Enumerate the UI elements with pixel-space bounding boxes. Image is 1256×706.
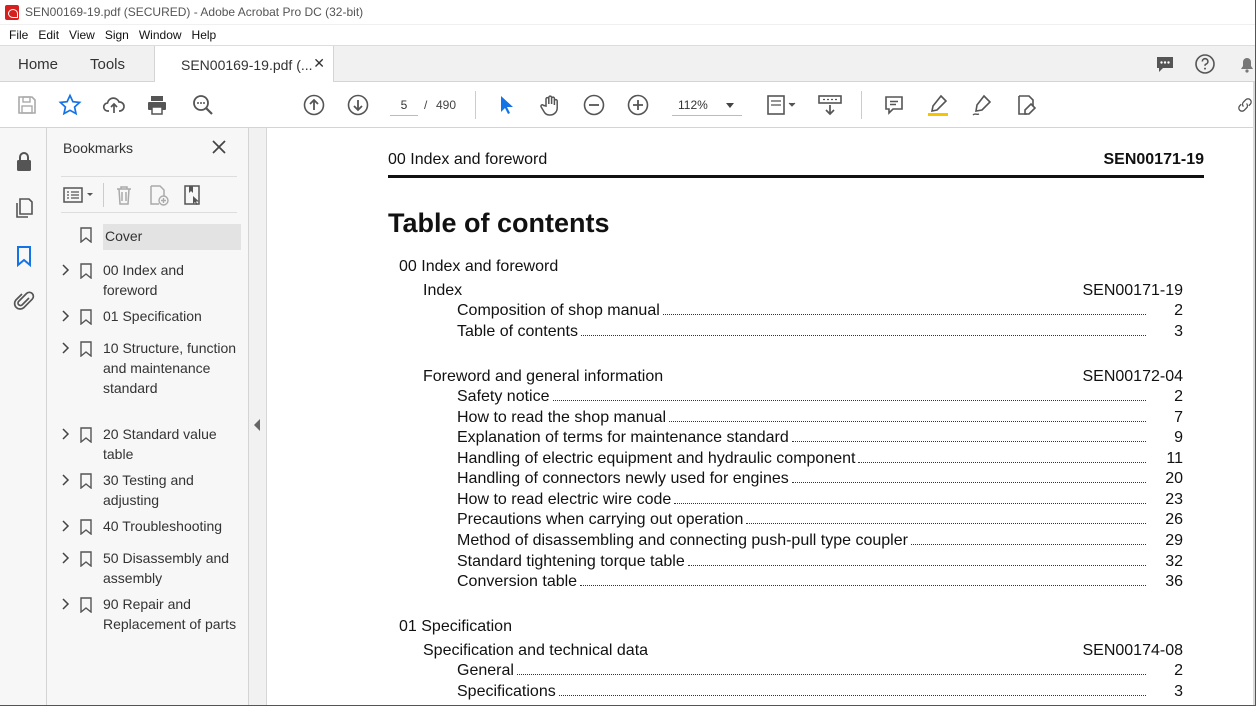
toc-entry-page: 29 [1165, 532, 1183, 549]
toc-leader [746, 510, 1146, 524]
tab-bar [0, 45, 1256, 82]
toc-leader [663, 301, 1146, 315]
toc-section-heading: 00 Index and foreword [399, 258, 559, 275]
hand-tool-icon[interactable] [537, 92, 563, 118]
toc-entry-page: 2 [1174, 302, 1183, 319]
bookmark-label: 50 Disassembly and assembly [103, 550, 230, 586]
bookmarks-panel [47, 128, 249, 706]
new-bookmark-icon[interactable] [145, 183, 171, 207]
close-icon[interactable] [211, 139, 227, 155]
toc-entry-page: 7 [1174, 409, 1183, 426]
toc-leader [517, 661, 1146, 675]
bookmark-label: 90 Repair and Replacement of parts [103, 596, 237, 632]
toc-entry[interactable] [457, 301, 1183, 321]
window-title: SEN00169-19.pdf (SECURED) - Adobe Acrobat Pro DC (32-bit) [25, 5, 364, 19]
comment-bubble-icon[interactable] [1154, 53, 1176, 75]
chevron-down-icon [726, 103, 734, 108]
navigation-rail [0, 128, 47, 706]
save-icon[interactable] [14, 92, 40, 118]
toc-leader [688, 552, 1146, 566]
select-cursor-icon[interactable] [493, 92, 519, 118]
toc-entry-title: General [457, 662, 514, 679]
toc-entry-page: 2 [1174, 662, 1183, 679]
bookmark-50-disassembly[interactable] [61, 548, 243, 592]
toc-entry[interactable] [457, 552, 1183, 572]
print-icon[interactable] [144, 92, 170, 118]
toc-entry[interactable] [457, 408, 1183, 428]
bookmark-10-structure[interactable] [61, 338, 243, 422]
menu-view[interactable]: View [69, 28, 95, 42]
zoom-level-value: 112% [678, 97, 708, 112]
toc-group-name: Foreword and general information [423, 368, 664, 385]
bookmarks-toolbar [61, 176, 237, 213]
toc-entry-title: How to read electric wire code [457, 491, 672, 508]
page-number-input[interactable] [390, 94, 418, 116]
upload-cloud-icon[interactable] [101, 92, 127, 118]
bookmark-01-specification[interactable] [61, 306, 243, 330]
bookmark-icon [80, 227, 92, 243]
menu-help[interactable]: Help [191, 28, 217, 42]
bookmark-label: 20 Standard value table [103, 426, 217, 462]
bookmark-icon [80, 263, 92, 279]
attachment-paperclip-icon[interactable] [12, 289, 36, 313]
toc-entry[interactable] [457, 322, 1183, 342]
highlight-pen-icon[interactable] [925, 92, 951, 118]
chevron-right-icon[interactable] [61, 342, 71, 354]
header-rule [388, 175, 1204, 178]
toc-entry-title: Standard tightening torque table [457, 553, 685, 570]
link-icon[interactable] [1236, 92, 1254, 118]
tab-home[interactable]: Home [18, 55, 59, 73]
bookmark-label: 30 Testing and adjusting [103, 472, 194, 508]
bookmark-icon [80, 597, 92, 613]
delete-bookmark-icon[interactable] [111, 183, 137, 207]
notification-bell-icon[interactable] [1236, 53, 1256, 75]
bookmark-30-testing[interactable] [61, 470, 243, 514]
toc-entry-title: Handling of electric equipment and hydraulic component [457, 450, 856, 467]
toc-group-name: Specification and technical data [423, 642, 649, 659]
bookmark-icon [80, 341, 92, 357]
toc-entry[interactable] [457, 572, 1183, 592]
toc-leader [553, 387, 1147, 401]
toc-entry-title: How to read the shop manual [457, 409, 667, 426]
main-toolbar [0, 82, 1256, 128]
tab-document[interactable] [154, 46, 334, 83]
page-thumbnails-icon[interactable] [12, 196, 36, 220]
toc-leader [669, 408, 1146, 422]
bookmark-20-standard-value[interactable] [61, 424, 243, 468]
zoom-in-icon[interactable] [625, 92, 651, 118]
toc-entry-page: 9 [1174, 429, 1183, 446]
toc-entry-page: 23 [1165, 491, 1183, 508]
comment-icon[interactable] [881, 92, 907, 118]
bookmark-cover[interactable] [61, 224, 243, 252]
page-header-section: 00 Index and foreword [388, 151, 548, 168]
toc-entry[interactable] [457, 531, 1183, 551]
previous-page-icon[interactable] [301, 92, 327, 118]
search-zoom-icon[interactable] [190, 92, 216, 118]
toc-entry-page: 11 [1166, 450, 1183, 467]
sign-pen-icon[interactable] [969, 92, 995, 118]
page-fit-icon[interactable] [764, 92, 800, 118]
toc-entry[interactable] [457, 387, 1183, 407]
bookmark-icon [80, 427, 92, 443]
menu-bar [0, 25, 1256, 45]
bookmark-icon [80, 473, 92, 489]
toolbar-divider [103, 183, 104, 207]
menu-edit[interactable]: Edit [38, 28, 60, 42]
panel-collapse-handle[interactable] [249, 128, 267, 706]
toc-leader [581, 322, 1146, 336]
toc-entry-page: 3 [1174, 683, 1183, 700]
menu-window[interactable]: Window [138, 28, 182, 42]
page-total: 490 [436, 98, 457, 112]
toc-entry[interactable] [457, 510, 1183, 530]
toc-entry-page: 32 [1165, 553, 1183, 570]
bookmark-options-icon[interactable] [61, 183, 97, 207]
toc-leader [580, 572, 1146, 586]
bookmark-label: 40 Troubleshooting [103, 518, 223, 534]
page-separator: / [424, 98, 428, 112]
chevron-right-icon[interactable] [61, 428, 71, 440]
toc-leader [792, 428, 1146, 442]
toc-entry-title: Precautions when carrying out operation [457, 511, 744, 528]
toc-entry-title: Explanation of terms for maintenance standard [457, 429, 789, 446]
toc-leader [674, 490, 1146, 504]
document-view[interactable] [268, 128, 1253, 706]
tab-document-label: SEN00169-19.pdf (... [181, 56, 313, 73]
toc-group-code: SEN00172-04 [1082, 368, 1183, 385]
toolbar-divider [861, 91, 862, 119]
acrobat-app-icon [5, 5, 19, 20]
help-icon[interactable] [1194, 53, 1216, 75]
toc-entry-title: Handling of connectors newly used for engines [457, 470, 789, 487]
toc-section-heading: 01 Specification [399, 618, 512, 635]
bookmark-40-troubleshooting[interactable] [61, 516, 243, 540]
bookmarks-panel-icon[interactable] [12, 244, 36, 268]
collapse-arrow-icon [254, 419, 260, 431]
toc-entry-title: Method of disassembling and connecting push-pull type coupler [457, 532, 908, 549]
toc-leader [559, 682, 1146, 696]
page-header-code: SEN00171-19 [1103, 151, 1204, 168]
bookmark-from-selection-icon[interactable] [179, 183, 205, 207]
toc-entry-title: Composition of shop manual [457, 302, 660, 319]
star-bookmark-icon[interactable] [57, 92, 83, 118]
menu-sign[interactable]: Sign [104, 28, 129, 42]
toc-entry[interactable] [457, 490, 1183, 510]
window-title-bar [0, 0, 1256, 25]
toc-entry-page: 2 [1174, 388, 1183, 405]
toc-entry[interactable] [457, 661, 1183, 681]
close-icon[interactable]: ✕ [313, 55, 325, 71]
toc-leader [792, 469, 1146, 483]
bookmark-icon [80, 551, 92, 567]
menu-file[interactable]: File [9, 28, 29, 42]
toc-entry-page: 26 [1165, 511, 1183, 528]
tab-tools[interactable]: Tools [90, 55, 126, 73]
zoom-out-icon[interactable] [581, 92, 607, 118]
toolbar-divider [475, 91, 476, 119]
toc-group-code: SEN00174-08 [1082, 642, 1183, 659]
chevron-right-icon[interactable] [61, 474, 71, 486]
next-page-icon[interactable] [345, 92, 371, 118]
toc-title: Table of contents [388, 208, 610, 238]
bookmark-label: 01 Specification [103, 308, 202, 324]
toc-entry[interactable] [457, 469, 1183, 489]
toc-group-code: SEN00171-19 [1082, 282, 1183, 299]
toc-entry-title: Conversion table [457, 573, 578, 590]
chevron-right-icon[interactable] [61, 520, 71, 532]
chevron-right-icon[interactable] [61, 264, 71, 276]
chevron-right-icon[interactable] [61, 552, 71, 564]
bookmark-label: 00 Index and foreword [103, 262, 184, 298]
bookmark-label: 10 Structure, function and maintenance standard [103, 340, 237, 396]
zoom-level-select[interactable] [672, 94, 742, 116]
toc-entry-page: 20 [1165, 470, 1183, 487]
chevron-right-icon[interactable] [61, 310, 71, 322]
toc-group-name: Index [423, 282, 463, 299]
bookmark-icon [80, 519, 92, 535]
toc-entry-title: Specifications [457, 683, 556, 700]
bookmark-90-repair[interactable] [61, 594, 243, 658]
toc-entry[interactable] [457, 682, 1183, 702]
toc-entry[interactable] [457, 449, 1183, 469]
toc-entry-title: Safety notice [457, 388, 550, 405]
scroll-mode-icon[interactable] [815, 92, 845, 118]
bookmark-icon [80, 309, 92, 325]
toc-entry-page: 36 [1165, 573, 1183, 590]
bookmarks-panel-title: Bookmarks [63, 140, 134, 156]
bookmark-00-index[interactable] [61, 260, 243, 304]
lock-icon[interactable] [12, 150, 36, 174]
chevron-right-icon[interactable] [61, 598, 71, 610]
edit-document-icon[interactable] [1013, 92, 1039, 118]
toc-entry-page: 3 [1174, 323, 1183, 340]
toc-leader [858, 449, 1146, 463]
bookmark-label: Cover [103, 224, 241, 250]
toc-leader [911, 531, 1146, 545]
toc-entry-title: Table of contents [457, 323, 578, 340]
toc-entry[interactable] [457, 428, 1183, 448]
